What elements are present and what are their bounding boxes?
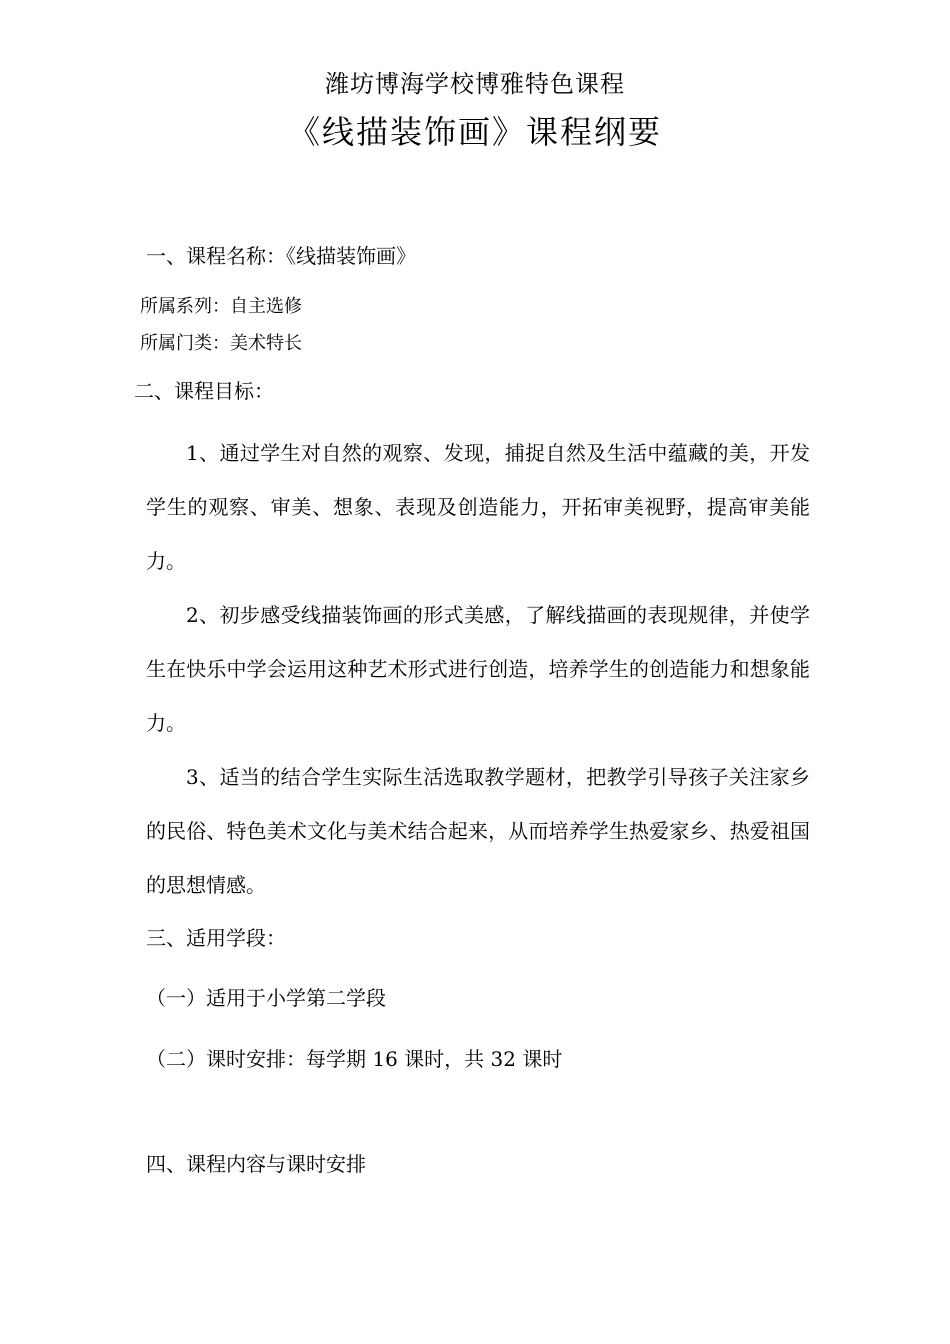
document-title: 《线描装饰画》课程纲要 [287,113,662,151]
section-content-heading: 四、课程内容与课时安排 [146,1152,366,1176]
goal-paragraph-3: 3、适当的结合学生实际生活选取教学题材，把教学引导孩子关注家乡的民俗、特色美术文化与美术结合起来，从而培养学生热爱家乡、热爱祖国的思想情感。 [146,765,810,897]
school-title: 潍坊博海学校博雅特色课程 [325,70,625,98]
section-course-name-heading: 一、课程名称：《线描装饰画》 [146,244,416,268]
section-goals-heading: 二、课程目标： [134,379,274,403]
stage-item-1: （一）适用于小学第二学段 [146,986,386,1010]
course-category: 所属门类：美术特长 [140,333,302,354]
goal-paragraph-2: 2、初步感受线描装饰画的形式美感，了解线描画的表现规律，并使学生在快乐中学会运用这种艺术形式进行创造，培养学生的创造能力和想象能力。 [146,603,810,735]
stage-item-2: （二）课时安排：每学期 16 课时，共 32 课时 [146,1047,563,1071]
course-series: 所属系列：自主选修 [140,296,302,317]
section-stage-heading: 三、适用学段： [146,926,286,950]
goal-paragraph-1: 1、通过学生对自然的观察、发现，捕捉自然及生活中蕴藏的美，开发学生的观察、审美、想象、表现及创造能力，开拓审美视野，提高审美能力。 [146,441,810,573]
